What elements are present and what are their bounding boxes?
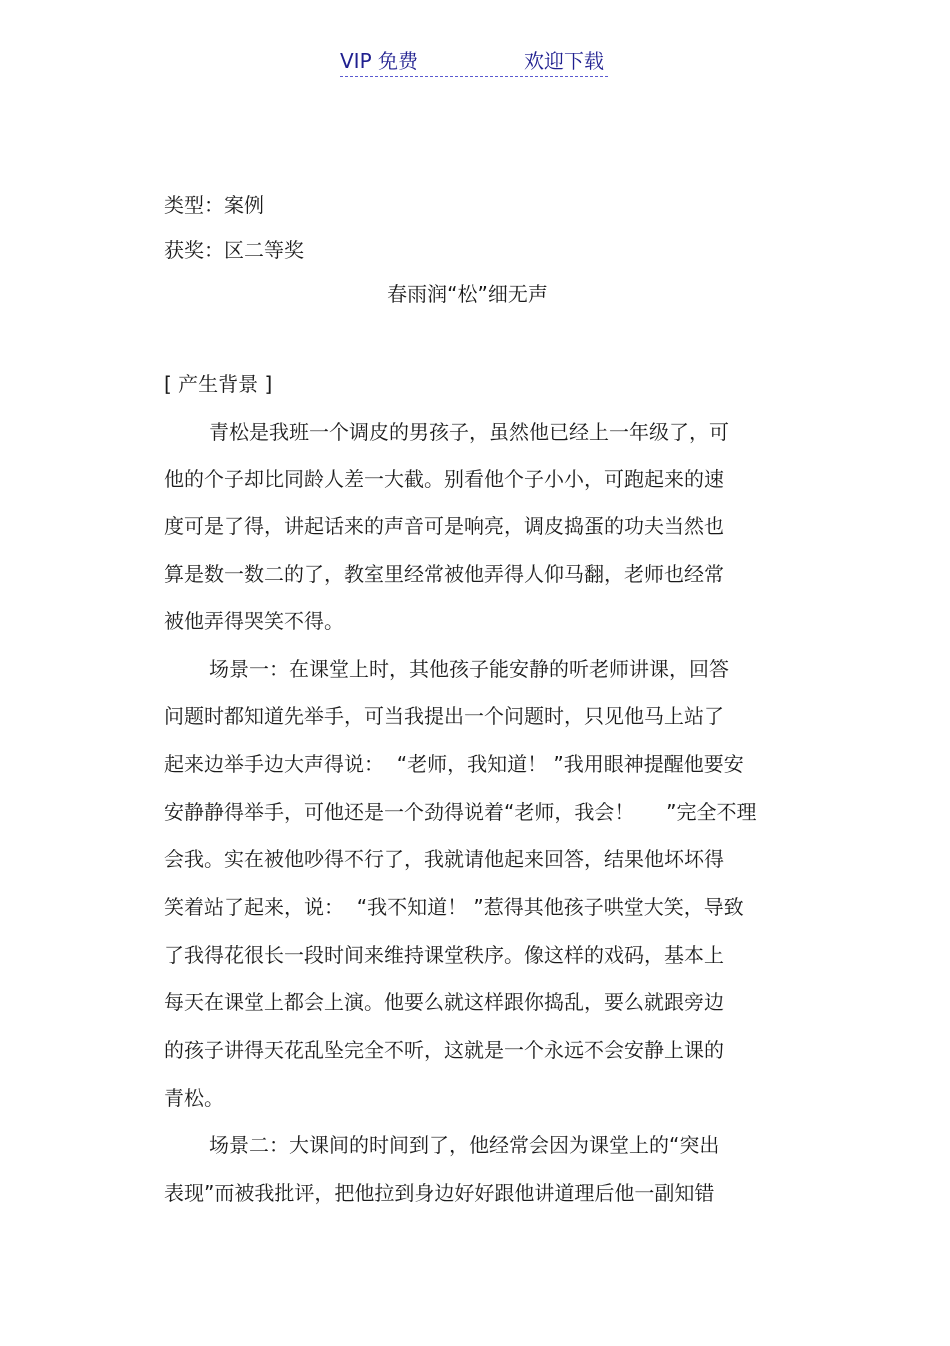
body-line: 了我得花很长一段时间来维持课堂秩序。像这样的戏码，基本上 [164, 943, 724, 967]
doc-award: 获奖：区二等奖 [164, 238, 304, 262]
header-welcome-download: 欢迎下载 [524, 49, 604, 73]
body-line: 表现”而被我批评，把他拉到身边好好跟他讲道理后他一副知错 [164, 1181, 715, 1205]
document-title: 春雨润“松”细无声 [387, 282, 548, 306]
body-line: 问题时都知道先举手，可当我提出一个问题时，只见他马上站了 [164, 704, 724, 728]
page-header [340, 46, 608, 77]
body-line: 他的个子却比同龄人差一大截。别看他个子小小，可跑起来的速 [164, 467, 724, 491]
body-line: 起来边举手边大声得说： “老师，我知道！ ”我用眼神提醒他要安 [164, 752, 744, 776]
body-line: 会我。实在被他吵得不行了，我就请他起来回答，结果他坏坏得 [164, 847, 724, 871]
header-vip-free: VIP 免费 [340, 49, 418, 73]
body-line: 青松是我班一个调皮的男孩子，虽然他已经上一年级了，可 [209, 420, 729, 444]
body-line: 青松。 [164, 1086, 224, 1110]
body-line: 度可是了得，讲起话来的声音可是响亮，调皮捣蛋的功夫当然也 [164, 514, 724, 538]
body-line: 安静静得举手，可他还是一个劲得说着“老师，我会！ ”完全不理 [164, 800, 757, 824]
body-line: 的孩子讲得天花乱坠完全不听，这就是一个永远不会安静上课的 [164, 1038, 724, 1062]
body-line: 场景一：在课堂上时，其他孩子能安静的听老师讲课，回答 [209, 657, 729, 681]
body-line: 场景二：大课间的时间到了，他经常会因为课堂上的“突出 [209, 1133, 720, 1157]
body-line: 笑着站了起来，说： “我不知道！ ”惹得其他孩子哄堂大笑，导致 [164, 895, 744, 919]
doc-type: 类型：案例 [164, 193, 264, 217]
body-line: 算是数一数二的了，教室里经常被他弄得人仰马翻，老师也经常 [164, 562, 724, 586]
section-heading: [ 产生背景 ] [164, 372, 273, 396]
body-line: 每天在课堂上都会上演。他要么就这样跟你捣乱，要么就跟旁边 [164, 990, 724, 1014]
body-line: 被他弄得哭笑不得。 [164, 609, 344, 633]
